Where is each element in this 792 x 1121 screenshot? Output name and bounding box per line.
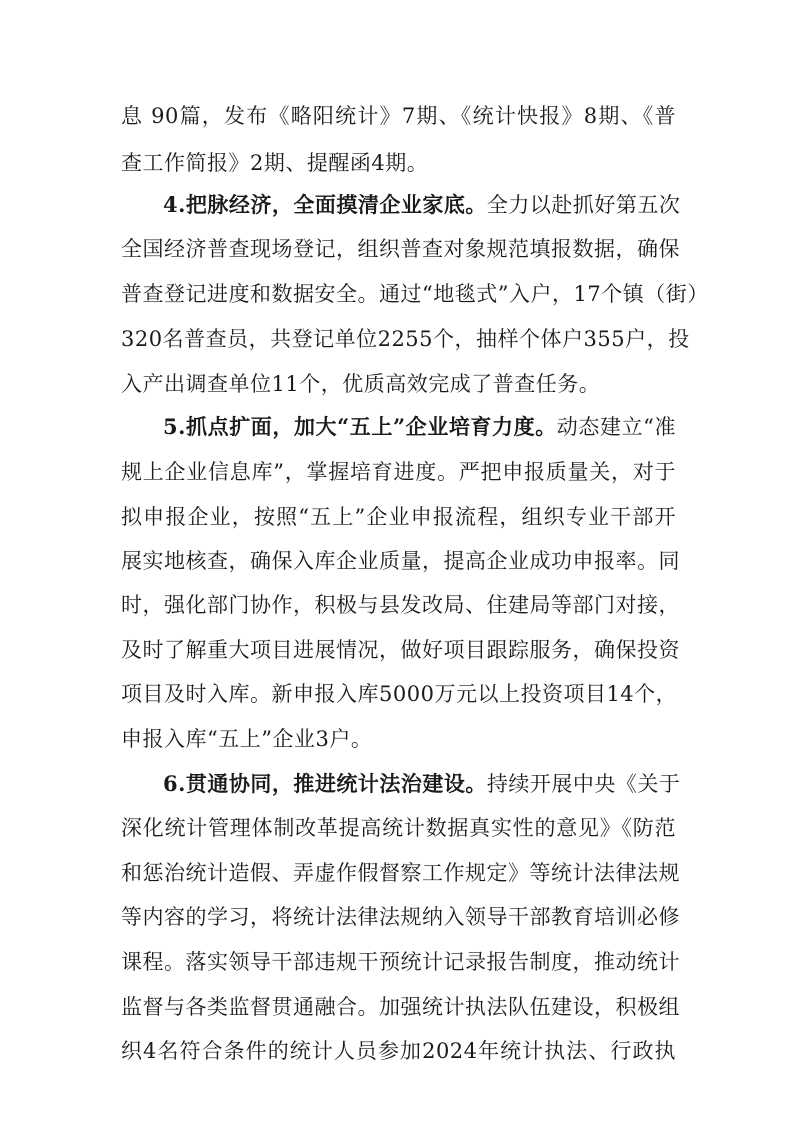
paragraph-line: 规上企业信息库”，掌握培育进度。严把申报质量关，对于	[121, 460, 676, 484]
paragraph-line: 入产出调查单位11个，优质高效完成了普查任务。	[121, 372, 601, 396]
section-heading: 5.抓点扩面，加大“五上”企业培育力度。	[163, 414, 557, 439]
paragraph-line: 及时了解重大项目进展情况，做好项目跟踪服务，确保投资	[121, 638, 680, 662]
paragraph-line: 拟申报企业，按照“五上”企业申报流程，组织专业干部开	[121, 505, 676, 529]
paragraph-line: 监督与各类监督贯通融合。加强统计执法队伍建设，积极组	[121, 995, 680, 1019]
paragraph-text: 全力以赴抓好第五次	[486, 193, 681, 217]
paragraph-line: 深化统计管理体制改革提高统计数据真实性的意见》《防范	[121, 816, 676, 840]
section-heading: 4.把脉经济，全面摸清企业家底。	[163, 192, 487, 217]
paragraph-line: 织4名符合条件的统计人员参加2024年统计执法、行政执	[121, 1039, 676, 1063]
paragraph-line: 查工作简报》2期、提醒函4期。	[121, 151, 429, 175]
paragraph-text: 动态建立“准	[556, 415, 676, 439]
paragraph-first-line	[163, 192, 681, 218]
paragraph-text: 持续开展中央《关于	[486, 772, 681, 796]
paragraph-line: 等内容的学习，将统计法律法规纳入领导干部教育培训必修	[121, 905, 680, 929]
paragraph-line: 申报入库“五上”企业3户。	[121, 727, 373, 751]
paragraph-line: 320名普查员，共登记单位2255个，抽样个体户355户，投	[121, 327, 690, 351]
paragraph-line: 和惩治统计造假、弄虚作假督察工作规定》等统计法律法规	[121, 861, 680, 885]
paragraph-line: 时，强化部门协作，积极与县发改局、住建局等部门对接，	[121, 593, 680, 617]
paragraph-line: 全国经济普查现场登记，组织普查对象规范填报数据，确保	[121, 237, 680, 261]
paragraph-first-line	[163, 771, 681, 797]
paragraph-line: 项目及时入库。新申报入库5000万元以上投资项目14个，	[121, 682, 678, 706]
paragraph-line: 息 90篇，发布《略阳统计》7期、《统计快报》8期、《普	[121, 104, 676, 128]
paragraph-line: 普查登记进度和数据安全。通过“地毯式”入户，17个镇（街）	[121, 282, 709, 306]
paragraph-line: 课程。落实领导干部违规干预统计记录报告制度，推动统计	[121, 950, 680, 974]
paragraph-first-line	[163, 414, 676, 440]
paragraph-line: 展实地核查，确保入库企业质量，提高企业成功申报率。同	[121, 549, 680, 573]
section-heading: 6.贯通协同，推进统计法治建设。	[163, 771, 487, 796]
